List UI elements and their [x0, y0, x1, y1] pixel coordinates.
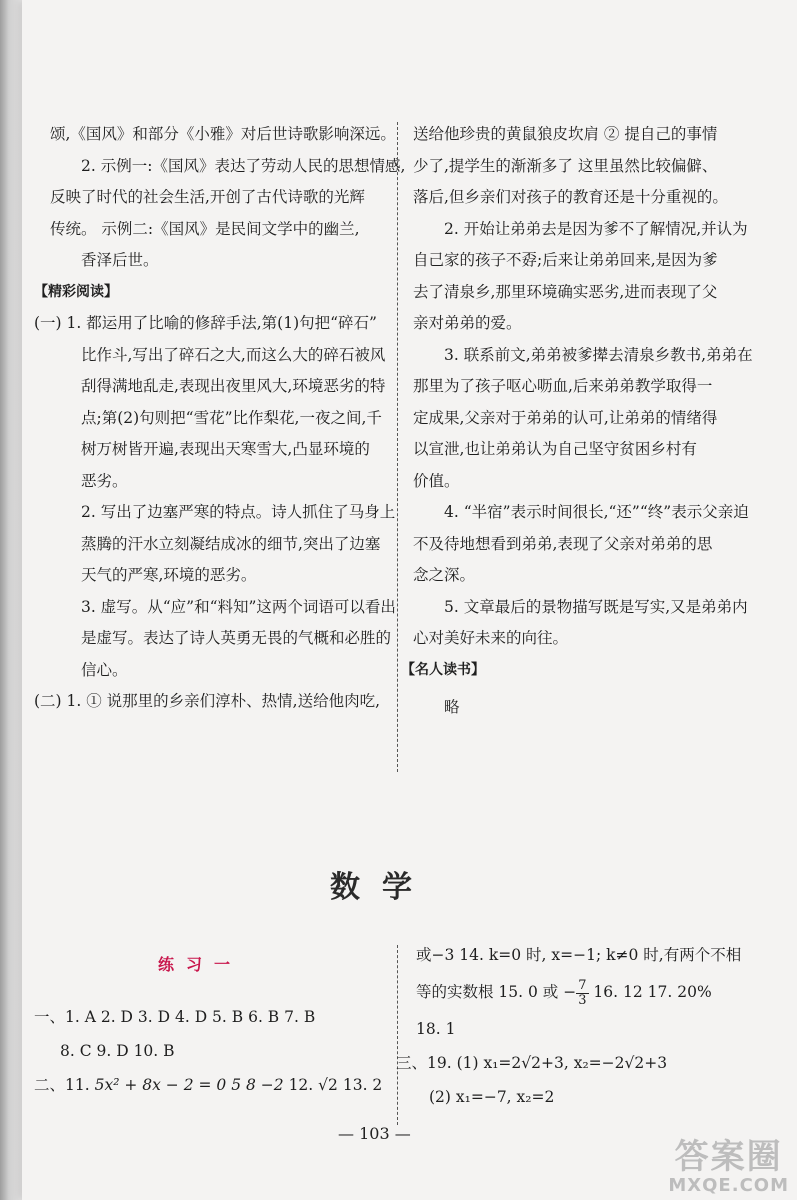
watermark-text: 答案圈 — [674, 1137, 783, 1177]
text-line: 反映了时代的社会生活,开创了古代诗歌的光辉 — [50, 188, 365, 206]
section-tag-reading: 【精彩阅读】 — [34, 283, 118, 300]
text-line: 那里为了孩子呕心呖血,后来弟弟教学取得一 — [413, 377, 713, 395]
text-line: 恶劣。 — [81, 471, 128, 490]
equation: 5x² + 8x − 2 = 0 5 8 −2 — [94, 1076, 284, 1094]
math-line: 或−3 14. k=0 时, x=−1; k≠0 时,有两个不相 — [416, 946, 742, 964]
text-line: 去了清泉乡,那里环境确实恶劣,进而表现了父 — [413, 282, 718, 301]
text-line: 信心。 — [81, 660, 128, 679]
question-number: 12. — [288, 1076, 314, 1094]
page-number: — 103 — — [338, 1124, 411, 1143]
text-line: 刮得满地乱走,表现出夜里风大,环境恶劣的特 — [81, 377, 386, 395]
text-line: 少了,提学生的渐渐多了 这里虽然比较偏僻、 — [413, 156, 718, 175]
text-line: 定成果,父亲对于弟弟的认可,让弟弟的情绪得 — [413, 408, 718, 427]
section-title: 练习一 — [158, 955, 243, 974]
math-line: 8. C 9. D 10. B — [60, 1042, 175, 1060]
text-line: 价值。 — [413, 471, 460, 490]
text-line: 送给他珍贵的黄鼠狼皮坎肩 ② 提自己的事情 — [413, 125, 718, 143]
text-line: 点;第(2)句则把“雪花”比作梨花,一夜之间,千 — [81, 408, 382, 427]
watermark-logo — [668, 1138, 789, 1196]
math-line: (2) x₁=−7, x₂=2 — [429, 1088, 555, 1106]
text-line: 念之深。 — [413, 566, 476, 584]
math-line: 三、19. (1) x₁=2√2+3, x₂=−2√2+3 — [396, 1054, 668, 1072]
left-column — [34, 119, 406, 718]
math-left-column — [34, 1000, 382, 1102]
column-divider — [397, 122, 398, 772]
watermark-url: MXQE.COM — [668, 1175, 789, 1196]
math-right-column — [396, 938, 742, 1114]
column-divider — [397, 945, 398, 1125]
fraction-numerator: 7 — [578, 977, 587, 993]
text-line: 2. 示例一:《国风》表达了劳动人民的思想情感, — [81, 156, 406, 175]
text-line: 颂,《国风》和部分《小雅》对后世诗歌影响深远。 — [50, 125, 396, 143]
right-column — [401, 119, 753, 724]
text-line: 不及待地想看到弟弟,表现了父亲对弟弟的思 — [413, 534, 713, 553]
math-prefix: 二、11. — [34, 1076, 90, 1094]
text-line: 传统。 示例二:《国风》是民间文学中的幽兰, — [50, 219, 360, 238]
math-text: 等的实数根 15. 0 或 − — [416, 983, 577, 1001]
sqrt-value: √2 — [318, 1076, 338, 1094]
fraction — [576, 979, 588, 1008]
text-line: 3. 联系前文,弟弟被爹撵去清泉乡教书,弟弟在 — [444, 345, 753, 364]
math-line: 18. 1 — [416, 1020, 456, 1038]
text-line: 以宣泄,也让弟弟认为自己坚守贫困乡村有 — [413, 440, 697, 458]
text-line: 是虚写。表达了诗人英勇无畏的气概和必胜的 — [81, 629, 392, 647]
text-line: 自己家的孩子不孬;后来让弟弟回来,是因为爹 — [413, 251, 718, 269]
text-line: 5. 文章最后的景物描写既是写实,又是弟弟内 — [444, 597, 748, 616]
text-line: 2. 写出了边塞严寒的特点。诗人抓住了马身上 — [81, 503, 396, 521]
section-tag-famous-reading: 【名人读书】 — [401, 661, 485, 678]
text-line: 3. 虚写。从“应”和“料知”这两个词语可以看出 — [81, 597, 396, 616]
subject-title: 数学 — [330, 870, 434, 905]
text-line: 树万树皆开遍,表现出天寒雪大,凸显环境的 — [81, 440, 370, 458]
text-line: (二) 1. ① 说那里的乡亲们淳朴、热情,送给他肉吃, — [34, 692, 381, 710]
math-item: 13. 2 — [342, 1076, 383, 1094]
math-line — [34, 1068, 382, 1102]
fraction-denominator: 3 — [578, 992, 587, 1008]
text-line: 4. “半宿”表示时间很长,“还”“终”表示父亲迫 — [444, 503, 749, 521]
text-line: 2. 开始让弟弟去是因为爹不了解情况,并认为 — [444, 219, 748, 238]
text-line: 天气的严寒,环境的恶劣。 — [81, 566, 257, 584]
math-line — [416, 972, 741, 1012]
text-line: 比作斗,写出了碎石之大,而这么大的碎石被风 — [81, 345, 386, 364]
text-line: 心对美好未来的向往。 — [413, 629, 569, 647]
math-line: 一、1. A 2. D 3. D 4. D 5. B 6. B 7. B — [34, 1008, 316, 1026]
text-line: 蒸腾的汗水立刻凝结成冰的细节,突出了边塞 — [81, 534, 381, 553]
math-text: 16. 12 17. 20% — [588, 983, 712, 1001]
text-line: 亲对弟弟的爱。 — [413, 314, 522, 332]
text-line: (一) 1. 都运用了比喻的修辞手法,第(1)句把“碎石” — [34, 314, 377, 332]
book-spine-shadow — [0, 0, 22, 1200]
text-line: 香泽后世。 — [81, 251, 159, 269]
answer-text: 略 — [444, 698, 460, 716]
text-line: 落后,但乡亲们对孩子的教育还是十分重视的。 — [413, 188, 728, 206]
